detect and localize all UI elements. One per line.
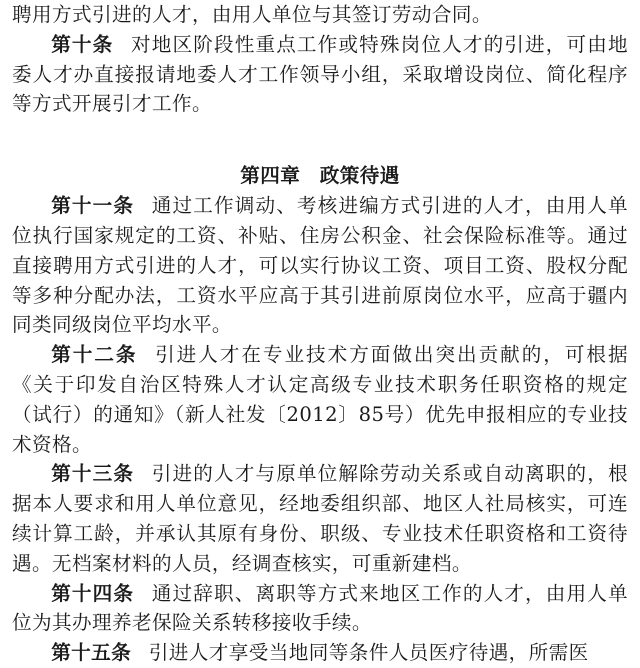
article-text: 对地区阶段性重点工作或特殊岗位人才的引进，可由地委人才办直接报请地委人才工作领导小组，采取增设岗位、简化程序等方式开展引才工作。: [12, 32, 628, 116]
article-label: 第十二条: [51, 343, 138, 367]
article-14: [12, 579, 628, 639]
article-10: [12, 30, 628, 119]
article-text: 引进的人才与原单位解除劳动关系或自动离职的，根据本人要求和用人单位意见，经地委组织部、地区人社局核实，可连续计算工龄，并承认其原有身份、职级、专业技术任职资格和工资待遇。无档案材料的人员，经调查核实，可重新建档。: [12, 462, 628, 575]
article-15: [12, 638, 628, 668]
intro-fragment: 聘用方式引进的人才，由用人单位与其签订劳动合同。: [12, 3, 492, 26]
section-spacer: [12, 119, 628, 161]
chapter-number: 第四章: [240, 164, 301, 188]
article-label: 第十一条: [51, 194, 135, 218]
article-label: 第十五条: [51, 641, 132, 665]
chapter-title: 政策待遇: [319, 164, 400, 188]
article-label: 第十条: [51, 32, 114, 56]
article-text: 通过工作调动、考核进编方式引进的人才，由用人单位执行国家规定的工资、补贴、住房公积金、社会保险标准等。通过直接聘用方式引进的人才，可以实行协议工资、项目工资、股权分配等多种分配办法，工资水平应高于其引进前原岗位水平，应高于疆内同类同级岗位平均水平。: [12, 194, 628, 337]
article-label: 第十四条: [51, 581, 135, 605]
article-11: [12, 191, 628, 340]
article-text: 引进人才在专业技术方面做出突出贡献的，可根据《关于印发自治区特殊人才认定高级专业技术职务任职资格的规定（试行）的通知》（新人社发〔2012〕85号）优先申报相应的专业技术资格。: [12, 343, 628, 456]
article-label: 第十三条: [51, 462, 135, 486]
chapter-heading: [12, 161, 628, 191]
article-12: [12, 340, 628, 459]
article-text: 引进人才享受当地同等条件人员医疗待遇，所需医: [148, 641, 589, 665]
article-13: [12, 459, 628, 578]
article-text: 通过辞职、离职等方式来地区工作的人才，由用人单位为其办理养老保险关系转移接收手续。: [12, 581, 628, 635]
